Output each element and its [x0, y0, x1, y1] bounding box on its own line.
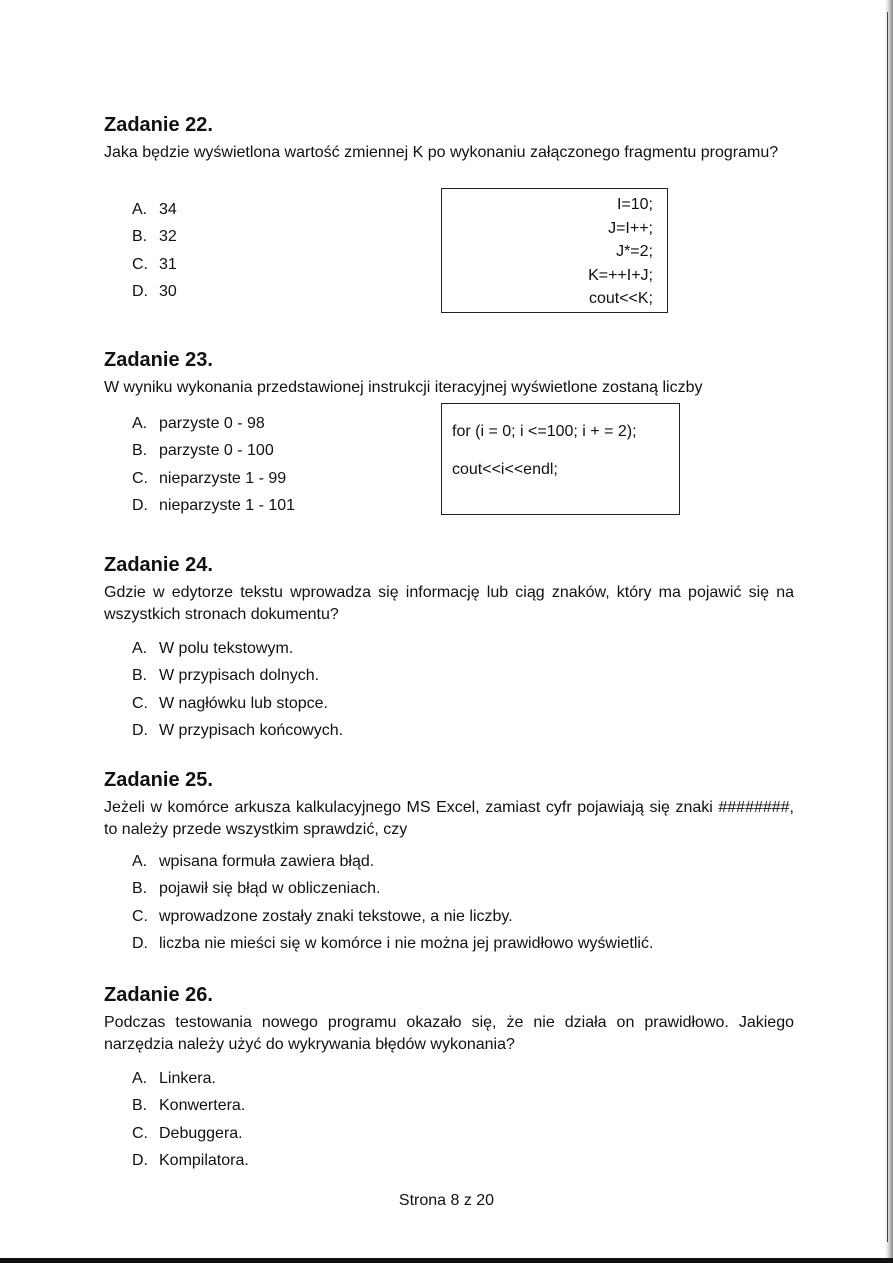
task-title: Zadanie 23. [104, 349, 213, 371]
answer-option-d[interactable] [132, 931, 653, 959]
option-text: nieparzyste 1 - 99 [159, 469, 287, 487]
answer-option-a[interactable] [132, 196, 177, 224]
option-text: nieparzyste 1 - 101 [159, 497, 296, 515]
option-letter: C. [132, 907, 148, 925]
option-letter: A. [132, 639, 148, 657]
answer-option-b[interactable] [132, 1093, 249, 1121]
scan-bottom-edge [0, 1258, 893, 1263]
answer-option-c[interactable] [132, 690, 343, 718]
option-text: wprowadzone zostały znaki tekstowe, a nie liczby. [159, 907, 513, 925]
answer-option-c[interactable] [132, 903, 653, 931]
option-text: wpisana formuła zawiera błąd. [159, 852, 375, 870]
code-line: I=10; [616, 196, 653, 213]
answer-option-d[interactable] [132, 493, 295, 521]
option-letter: D. [132, 1152, 148, 1170]
answer-options [132, 410, 295, 520]
option-letter: A. [132, 852, 148, 870]
answer-option-a[interactable] [132, 635, 343, 663]
option-text: liczba nie mieści się w komórce i nie można jej prawidłowo wyświetlić. [159, 935, 654, 953]
answer-option-c[interactable] [132, 465, 295, 493]
option-text: Kompilatora. [159, 1152, 249, 1170]
answer-options [132, 848, 653, 958]
option-text: W nagłówku lub stopce. [159, 694, 328, 712]
task-23 [104, 348, 794, 515]
answer-option-c[interactable] [132, 1120, 249, 1148]
answer-option-a[interactable] [132, 1065, 249, 1093]
answer-option-b[interactable] [132, 876, 653, 904]
option-text: Debuggera. [159, 1124, 243, 1142]
code-line: for (i = 0; i <=100; i + = 2); [452, 423, 637, 440]
answer-option-b[interactable] [132, 438, 295, 466]
answer-option-b[interactable] [132, 663, 343, 691]
option-letter: C. [132, 469, 148, 487]
page-number: Strona 8 z 20 [398, 1192, 495, 1209]
option-letter: B. [132, 667, 148, 685]
task-title: Zadanie 22. [104, 114, 213, 136]
task-question: W wyniku wykonania przedstawionej instrukcji iteracyjnej wyświetlone zostaną liczby [104, 379, 703, 396]
option-letter: A. [132, 1069, 148, 1087]
option-letter: D. [132, 722, 148, 740]
option-letter: A. [132, 200, 148, 218]
code-line: K=++I+J; [588, 266, 653, 284]
answer-options [132, 196, 177, 306]
option-letter: A. [132, 414, 148, 432]
option-letter: C. [132, 694, 148, 712]
code-snippet-box [441, 403, 680, 515]
option-letter: D. [132, 935, 148, 953]
option-letter: C. [132, 255, 148, 273]
task-question: Gdzie w edytorze tekstu wprowadza się informację lub ciąg znaków, który ma pojawić się na wszystkich stronach dokumentu? [104, 584, 794, 623]
option-letter: B. [132, 1097, 148, 1115]
option-letter: D. [132, 497, 148, 515]
option-text: 30 [159, 283, 177, 301]
code-line: J=I++; [608, 219, 653, 237]
task-title: Zadanie 24. [104, 554, 213, 576]
option-text: parzyste 0 - 98 [159, 414, 265, 432]
option-text: pojawił się błąd w obliczeniach. [159, 880, 381, 898]
option-letter: B. [132, 880, 148, 898]
answer-option-a[interactable] [132, 410, 295, 438]
answer-option-a[interactable] [132, 848, 653, 876]
option-text: parzyste 0 - 100 [159, 442, 274, 460]
code-line: J*=2; [616, 243, 653, 260]
task-26 [104, 983, 794, 1170]
answer-option-d[interactable] [132, 718, 343, 746]
task-24 [104, 553, 794, 740]
option-text: W przypisach końcowych. [159, 722, 344, 740]
task-title: Zadanie 25. [104, 769, 213, 791]
option-letter: D. [132, 283, 148, 301]
option-text: Konwertera. [159, 1097, 246, 1115]
task-question: Jaka będzie wyświetlona wartość zmiennej K po wykonaniu załączonego fragmentu programu? [104, 144, 779, 161]
task-question: Podczas testowania nowego programu okazało się, że nie działa on prawidłowo. Jakiego narzędzia należy użyć do wykrywania błędów wykonania? [104, 1014, 794, 1053]
task-question: Jeżeli w komórce arkusza kalkulacyjnego MS Excel, zamiast cyfr pojawiają się znaki ########, to należy przede wszystkim sprawdzić, czy [104, 799, 794, 838]
scan-edge-line [887, 12, 888, 1242]
answer-option-d[interactable] [132, 1148, 249, 1176]
option-letter: C. [132, 1124, 148, 1142]
option-text: 32 [159, 228, 177, 246]
answer-option-b[interactable] [132, 224, 177, 252]
task-title: Zadanie 26. [104, 984, 213, 1006]
answer-options [132, 1065, 249, 1175]
option-text: Linkera. [159, 1069, 216, 1087]
code-line: cout<<i<<endl; [452, 461, 558, 478]
task-22 [104, 113, 794, 307]
option-text: 34 [159, 200, 177, 218]
answer-options [132, 635, 343, 745]
code-line: cout<<K; [588, 290, 653, 307]
task-25 [104, 768, 794, 953]
option-text: W przypisach dolnych. [159, 667, 320, 685]
option-letter: B. [132, 228, 148, 246]
option-letter: B. [132, 442, 148, 460]
code-snippet-box [441, 188, 668, 313]
option-text: 31 [159, 255, 177, 273]
answer-option-c[interactable] [132, 251, 177, 279]
answer-option-d[interactable] [132, 279, 177, 307]
option-text: W polu tekstowym. [159, 639, 294, 657]
